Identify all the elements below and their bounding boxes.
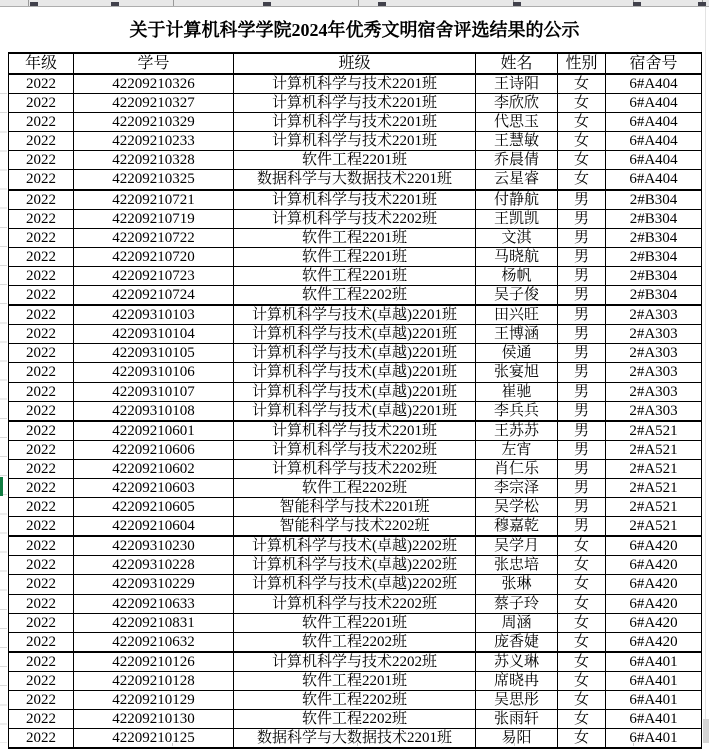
- cell-class[interactable]: 软件工程2202班: [234, 710, 476, 729]
- cell-class[interactable]: 软件工程2202班: [234, 286, 476, 306]
- table-row: [9, 74, 702, 94]
- column-letter-fragment: [263, 2, 271, 6]
- cell-dorm[interactable]: 2#A303: [606, 325, 702, 344]
- table-row: [9, 710, 702, 729]
- cell-gender[interactable]: 男: [558, 286, 606, 306]
- cell-dorm[interactable]: 6#A420: [606, 556, 702, 575]
- cell-gender[interactable]: 女: [558, 151, 606, 170]
- cell-class[interactable]: 计算机科学与技术2202班: [234, 652, 476, 672]
- cell-grade[interactable]: 2022: [9, 459, 74, 478]
- column-letter-fragment: [30, 2, 38, 6]
- sheet-gridline-right: [705, 7, 706, 746]
- cell-dorm[interactable]: 2#A521: [606, 440, 702, 459]
- table-row: [9, 498, 702, 517]
- cell-gender[interactable]: 男: [558, 247, 606, 266]
- column-header-name[interactable]: 姓名: [476, 53, 558, 74]
- sheet-column-header-strip[interactable]: [0, 0, 709, 7]
- cell-name[interactable]: 王慧敏: [476, 132, 558, 151]
- cell-dorm[interactable]: 6#A420: [606, 536, 702, 556]
- cell-name[interactable]: 吴学月: [476, 536, 558, 556]
- table-row: [9, 536, 702, 556]
- cell-student-id[interactable]: 42209210604: [74, 517, 234, 537]
- cell-dorm[interactable]: 6#A401: [606, 710, 702, 729]
- column-header-gender[interactable]: 性别: [558, 53, 606, 74]
- cell-student-id[interactable]: 42209210633: [74, 594, 234, 613]
- cell-dorm[interactable]: 2#B304: [606, 266, 702, 285]
- cell-name[interactable]: 张忠培: [476, 556, 558, 575]
- cell-class[interactable]: 计算机科学与技术2202班: [234, 594, 476, 613]
- cell-name[interactable]: 易阳: [476, 729, 558, 749]
- table-row: [9, 266, 702, 285]
- cell-grade[interactable]: 2022: [9, 170, 74, 190]
- cell-grade[interactable]: 2022: [9, 401, 74, 421]
- column-letter-fragment: [698, 2, 706, 6]
- cell-class[interactable]: 软件工程2201班: [234, 247, 476, 266]
- cell-student-id[interactable]: 42209310105: [74, 344, 234, 363]
- cell-name[interactable]: 李欣欣: [476, 94, 558, 113]
- cell-name[interactable]: 张琳: [476, 575, 558, 594]
- dorm-results-table: [8, 52, 702, 749]
- cell-grade[interactable]: 2022: [9, 613, 74, 632]
- cell-name[interactable]: 李宗泽: [476, 478, 558, 497]
- cell-student-id[interactable]: 42209210724: [74, 286, 234, 306]
- cell-gender[interactable]: 女: [558, 94, 606, 113]
- table-row: [9, 478, 702, 497]
- cell-class[interactable]: 计算机科学与技术(卓越)2202班: [234, 536, 476, 556]
- cell-dorm[interactable]: 6#A404: [606, 74, 702, 94]
- cell-class[interactable]: 数据科学与大数据技术2201班: [234, 729, 476, 749]
- cell-dorm[interactable]: 2#A303: [606, 401, 702, 421]
- table-row: [9, 94, 702, 113]
- cell-name[interactable]: 张宴旭: [476, 363, 558, 382]
- cell-class[interactable]: 计算机科学与技术2202班: [234, 459, 476, 478]
- cell-student-id[interactable]: 42209210605: [74, 498, 234, 517]
- table-row: [9, 228, 702, 247]
- cell-class[interactable]: 软件工程2201班: [234, 151, 476, 170]
- cell-grade[interactable]: 2022: [9, 536, 74, 556]
- cell-dorm[interactable]: 2#A521: [606, 421, 702, 441]
- table-row: [9, 652, 702, 672]
- cell-gender[interactable]: 男: [558, 266, 606, 285]
- cell-name[interactable]: 庞香婕: [476, 632, 558, 652]
- cell-gender[interactable]: 男: [558, 382, 606, 401]
- column-header-student-id[interactable]: 学号: [74, 53, 234, 74]
- cell-name[interactable]: 付静航: [476, 190, 558, 210]
- cell-student-id[interactable]: 42209310230: [74, 536, 234, 556]
- column-letter-fragment: [111, 2, 119, 6]
- cell-grade[interactable]: 2022: [9, 671, 74, 690]
- table-row: [9, 691, 702, 710]
- cell-grade[interactable]: 2022: [9, 305, 74, 325]
- cell-dorm[interactable]: 6#A420: [606, 632, 702, 652]
- cell-class[interactable]: 计算机科学与技术2201班: [234, 113, 476, 132]
- cell-grade[interactable]: 2022: [9, 440, 74, 459]
- cell-class[interactable]: 计算机科学与技术2201班: [234, 74, 476, 94]
- cell-grade[interactable]: 2022: [9, 325, 74, 344]
- cell-gender[interactable]: 男: [558, 459, 606, 478]
- table-row: [9, 556, 702, 575]
- column-header-dorm[interactable]: 宿舍号: [606, 53, 702, 74]
- cell-student-id[interactable]: 42209310228: [74, 556, 234, 575]
- cell-grade[interactable]: 2022: [9, 556, 74, 575]
- cell-grade[interactable]: 2022: [9, 517, 74, 537]
- cell-class[interactable]: 计算机科学与技术2202班: [234, 209, 476, 228]
- cell-grade[interactable]: 2022: [9, 344, 74, 363]
- cell-class[interactable]: 计算机科学与技术(卓越)2201班: [234, 401, 476, 421]
- cell-class[interactable]: 计算机科学与技术(卓越)2201班: [234, 305, 476, 325]
- cell-dorm[interactable]: 2#A521: [606, 498, 702, 517]
- cell-grade[interactable]: 2022: [9, 228, 74, 247]
- column-header-grade[interactable]: 年级: [9, 53, 74, 74]
- cell-dorm[interactable]: 6#A404: [606, 113, 702, 132]
- cell-class[interactable]: 计算机科学与技术(卓越)2201班: [234, 363, 476, 382]
- cell-dorm[interactable]: 2#B304: [606, 247, 702, 266]
- table-row: [9, 575, 702, 594]
- cell-student-id[interactable]: 42209210325: [74, 170, 234, 190]
- cell-student-id[interactable]: 42209210125: [74, 729, 234, 749]
- cell-class[interactable]: 计算机科学与技术(卓越)2201班: [234, 344, 476, 363]
- table-row: [9, 286, 702, 306]
- cell-student-id[interactable]: 42209210327: [74, 94, 234, 113]
- cell-grade[interactable]: 2022: [9, 94, 74, 113]
- cell-dorm[interactable]: 2#B304: [606, 190, 702, 210]
- cell-grade[interactable]: 2022: [9, 74, 74, 94]
- table-row: [9, 132, 702, 151]
- cell-name[interactable]: 李兵兵: [476, 401, 558, 421]
- cell-student-id[interactable]: 42209310107: [74, 382, 234, 401]
- table-row: [9, 325, 702, 344]
- cell-gender[interactable]: 男: [558, 401, 606, 421]
- cell-gender[interactable]: 女: [558, 575, 606, 594]
- column-letter-fragment: [513, 2, 521, 6]
- cell-student-id[interactable]: 42209310229: [74, 575, 234, 594]
- cell-name[interactable]: 文淇: [476, 228, 558, 247]
- cell-name[interactable]: 杨帆: [476, 266, 558, 285]
- cell-grade[interactable]: 2022: [9, 498, 74, 517]
- cell-gender[interactable]: 女: [558, 594, 606, 613]
- table-body: [9, 74, 702, 748]
- cell-dorm[interactable]: 2#B304: [606, 209, 702, 228]
- cell-dorm[interactable]: 2#A303: [606, 363, 702, 382]
- cell-dorm[interactable]: 6#A420: [606, 594, 702, 613]
- cell-dorm[interactable]: 6#A404: [606, 132, 702, 151]
- table-row: [9, 170, 702, 190]
- cell-dorm[interactable]: 2#B304: [606, 228, 702, 247]
- cell-gender[interactable]: 男: [558, 209, 606, 228]
- cell-class[interactable]: 计算机科学与技术(卓越)2202班: [234, 575, 476, 594]
- cell-gender[interactable]: 男: [558, 228, 606, 247]
- table-row: [9, 382, 702, 401]
- cell-class[interactable]: 软件工程2202班: [234, 691, 476, 710]
- cell-grade[interactable]: 2022: [9, 729, 74, 749]
- table-row: [9, 459, 702, 478]
- cell-dorm[interactable]: 6#A404: [606, 151, 702, 170]
- cell-student-id[interactable]: 42209210603: [74, 478, 234, 497]
- cell-gender[interactable]: 女: [558, 710, 606, 729]
- cell-student-id[interactable]: 42209210606: [74, 440, 234, 459]
- table-row: [9, 305, 702, 325]
- table-row: [9, 613, 702, 632]
- cell-gender[interactable]: 女: [558, 536, 606, 556]
- cell-class[interactable]: 软件工程2201班: [234, 228, 476, 247]
- cell-name[interactable]: 左宵: [476, 440, 558, 459]
- cell-name[interactable]: 穆嘉乾: [476, 517, 558, 537]
- cell-class[interactable]: 智能科学与技术2202班: [234, 517, 476, 537]
- cell-name[interactable]: 侯通: [476, 344, 558, 363]
- cell-grade[interactable]: 2022: [9, 421, 74, 441]
- cell-grade[interactable]: 2022: [9, 382, 74, 401]
- cell-name[interactable]: 乔晨倩: [476, 151, 558, 170]
- cell-dorm[interactable]: 6#A420: [606, 575, 702, 594]
- cell-class[interactable]: 智能科学与技术2201班: [234, 498, 476, 517]
- cell-name[interactable]: 周涵: [476, 613, 558, 632]
- cell-dorm[interactable]: 2#A521: [606, 478, 702, 497]
- table-row: [9, 363, 702, 382]
- cell-name[interactable]: 王诗阳: [476, 74, 558, 94]
- cell-student-id[interactable]: 42209210128: [74, 671, 234, 690]
- cell-class[interactable]: 计算机科学与技术2201班: [234, 190, 476, 210]
- cell-gender[interactable]: 女: [558, 113, 606, 132]
- cell-name[interactable]: 田兴旺: [476, 305, 558, 325]
- cell-dorm[interactable]: 6#A401: [606, 729, 702, 749]
- cell-gender[interactable]: 女: [558, 170, 606, 190]
- sheet-gridline-stubs-left: [0, 75, 7, 743]
- cell-name[interactable]: 张雨轩: [476, 710, 558, 729]
- cell-student-id[interactable]: 42209210130: [74, 710, 234, 729]
- cell-name[interactable]: 云星睿: [476, 170, 558, 190]
- cell-name[interactable]: 吴子俊: [476, 286, 558, 306]
- cell-grade[interactable]: 2022: [9, 575, 74, 594]
- sheet-gridline-fragment: [703, 719, 709, 746]
- cell-student-id[interactable]: 42209210601: [74, 421, 234, 441]
- cell-dorm[interactable]: 6#A404: [606, 170, 702, 190]
- cell-student-id[interactable]: 42209210326: [74, 74, 234, 94]
- cell-student-id[interactable]: 42209210722: [74, 228, 234, 247]
- cell-class[interactable]: 计算机科学与技术2201班: [234, 132, 476, 151]
- table-row: [9, 209, 702, 228]
- cell-class[interactable]: 计算机科学与技术(卓越)2201班: [234, 325, 476, 344]
- cell-dorm[interactable]: 2#A521: [606, 517, 702, 537]
- cell-student-id[interactable]: 42209210233: [74, 132, 234, 151]
- header-row: [9, 53, 702, 74]
- cell-class[interactable]: 计算机科学与技术2201班: [234, 421, 476, 441]
- cell-gender[interactable]: 女: [558, 729, 606, 749]
- cell-gender[interactable]: 女: [558, 691, 606, 710]
- cell-class[interactable]: 数据科学与大数据技术2201班: [234, 170, 476, 190]
- cell-student-id[interactable]: 42209210723: [74, 266, 234, 285]
- cell-gender[interactable]: 男: [558, 363, 606, 382]
- table-row: [9, 632, 702, 652]
- cell-grade[interactable]: 2022: [9, 132, 74, 151]
- cell-class[interactable]: 计算机科学与技术(卓越)2202班: [234, 556, 476, 575]
- cell-gender[interactable]: 男: [558, 190, 606, 210]
- cell-class[interactable]: 软件工程2201班: [234, 671, 476, 690]
- cell-dorm[interactable]: 6#A401: [606, 691, 702, 710]
- table-row: [9, 517, 702, 537]
- cell-student-id[interactable]: 42209310103: [74, 305, 234, 325]
- cell-student-id[interactable]: 42209210831: [74, 613, 234, 632]
- cell-dorm[interactable]: 2#A303: [606, 344, 702, 363]
- cell-grade[interactable]: 2022: [9, 286, 74, 306]
- column-separator: [358, 0, 359, 6]
- column-separator: [28, 0, 29, 6]
- cell-grade[interactable]: 2022: [9, 190, 74, 210]
- column-letter-fragment: [378, 2, 386, 6]
- cell-grade[interactable]: 2022: [9, 710, 74, 729]
- cell-gender[interactable]: 女: [558, 556, 606, 575]
- cell-gender[interactable]: 男: [558, 305, 606, 325]
- cell-gender[interactable]: 女: [558, 632, 606, 652]
- cell-student-id[interactable]: 42209310106: [74, 363, 234, 382]
- cell-dorm[interactable]: 2#A303: [606, 382, 702, 401]
- cell-gender[interactable]: 男: [558, 517, 606, 537]
- cell-dorm[interactable]: 2#A303: [606, 305, 702, 325]
- cell-gender[interactable]: 男: [558, 344, 606, 363]
- cell-gender[interactable]: 女: [558, 132, 606, 151]
- cell-class[interactable]: 计算机科学与技术2201班: [234, 94, 476, 113]
- cell-name[interactable]: 肖仁乐: [476, 459, 558, 478]
- cell-grade[interactable]: 2022: [9, 113, 74, 132]
- table-row: [9, 421, 702, 441]
- column-letter-fragment: [633, 2, 641, 6]
- cell-name[interactable]: 代思玉: [476, 113, 558, 132]
- cell-name[interactable]: 蔡子玲: [476, 594, 558, 613]
- cell-class[interactable]: 软件工程2202班: [234, 632, 476, 652]
- cell-class[interactable]: 软件工程2201班: [234, 613, 476, 632]
- table-row: [9, 594, 702, 613]
- cell-student-id[interactable]: 42209310108: [74, 401, 234, 421]
- page-title: 关于计算机科学学院2024年优秀文明宿舍评选结果的公示: [129, 20, 580, 40]
- cell-grade[interactable]: 2022: [9, 247, 74, 266]
- cell-dorm[interactable]: 6#A404: [606, 94, 702, 113]
- cell-name[interactable]: 苏义琳: [476, 652, 558, 672]
- cell-name[interactable]: 王博涵: [476, 325, 558, 344]
- cell-dorm[interactable]: 2#B304: [606, 286, 702, 306]
- cell-student-id[interactable]: 42209210602: [74, 459, 234, 478]
- cell-grade[interactable]: 2022: [9, 151, 74, 170]
- column-separator: [173, 0, 174, 6]
- cell-gender[interactable]: 男: [558, 325, 606, 344]
- cell-grade[interactable]: 2022: [9, 266, 74, 285]
- cell-student-id[interactable]: 42209210632: [74, 632, 234, 652]
- cell-class[interactable]: 计算机科学与技术2202班: [234, 440, 476, 459]
- cell-student-id[interactable]: 42209210126: [74, 652, 234, 672]
- cell-dorm[interactable]: 2#A521: [606, 459, 702, 478]
- cell-student-id[interactable]: 42209210129: [74, 691, 234, 710]
- cell-grade[interactable]: 2022: [9, 594, 74, 613]
- cell-gender[interactable]: 女: [558, 74, 606, 94]
- cell-class[interactable]: 软件工程2201班: [234, 266, 476, 285]
- table-row: [9, 671, 702, 690]
- table-row: [9, 401, 702, 421]
- cell-dorm[interactable]: 6#A420: [606, 613, 702, 632]
- cell-grade[interactable]: 2022: [9, 632, 74, 652]
- cell-gender[interactable]: 男: [558, 478, 606, 497]
- cell-student-id[interactable]: 42209310104: [74, 325, 234, 344]
- table-row: [9, 247, 702, 266]
- cell-name[interactable]: 王凯凯: [476, 209, 558, 228]
- table-row: [9, 113, 702, 132]
- cell-gender[interactable]: 男: [558, 421, 606, 441]
- cell-student-id[interactable]: 42209210719: [74, 209, 234, 228]
- cell-grade[interactable]: 2022: [9, 478, 74, 497]
- table-row: [9, 440, 702, 459]
- cell-name[interactable]: 吴学松: [476, 498, 558, 517]
- table-row: [9, 729, 702, 749]
- cell-name[interactable]: 崔驰: [476, 382, 558, 401]
- table-row: [9, 344, 702, 363]
- cell-name[interactable]: 席晓冉: [476, 671, 558, 690]
- cell-gender[interactable]: 男: [558, 440, 606, 459]
- table-row: [9, 151, 702, 170]
- cell-dorm[interactable]: 6#A401: [606, 671, 702, 690]
- cell-name[interactable]: 王苏苏: [476, 421, 558, 441]
- cell-grade[interactable]: 2022: [9, 652, 74, 672]
- cell-student-id[interactable]: 42209210328: [74, 151, 234, 170]
- cell-gender[interactable]: 男: [558, 498, 606, 517]
- cell-class[interactable]: 软件工程2202班: [234, 478, 476, 497]
- cell-selection-indicator: [0, 477, 3, 496]
- cell-name[interactable]: 吴思彤: [476, 691, 558, 710]
- cell-student-id[interactable]: 42209210721: [74, 190, 234, 210]
- cell-gender[interactable]: 女: [558, 652, 606, 672]
- cell-student-id[interactable]: 42209210329: [74, 113, 234, 132]
- cell-gender[interactable]: 女: [558, 671, 606, 690]
- cell-dorm[interactable]: 6#A401: [606, 652, 702, 672]
- cell-grade[interactable]: 2022: [9, 691, 74, 710]
- cell-class[interactable]: 计算机科学与技术(卓越)2201班: [234, 382, 476, 401]
- table-row: [9, 190, 702, 210]
- cell-gender[interactable]: 女: [558, 613, 606, 632]
- cell-grade[interactable]: 2022: [9, 363, 74, 382]
- cell-grade[interactable]: 2022: [9, 209, 74, 228]
- cell-student-id[interactable]: 42209210720: [74, 247, 234, 266]
- column-header-class[interactable]: 班级: [234, 53, 476, 74]
- cell-name[interactable]: 马晓航: [476, 247, 558, 266]
